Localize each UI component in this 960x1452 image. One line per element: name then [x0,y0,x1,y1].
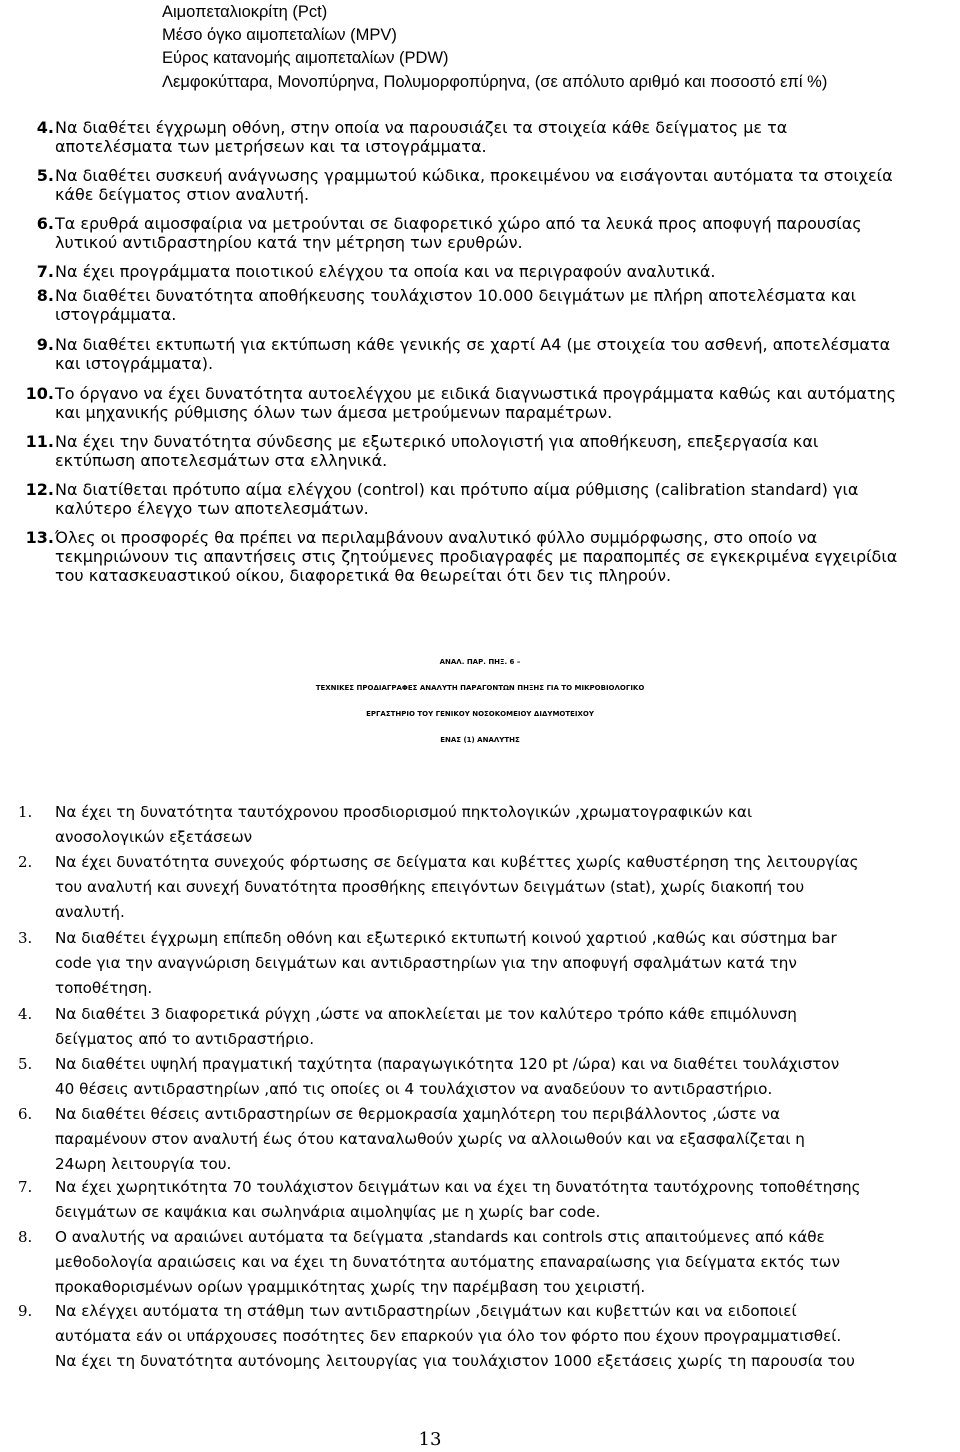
spec-item-line: του κατασκευαστικού οίκου, διαφορετικά θα θεωρείται ότι δεν τις πληρούν. [55,566,672,585]
spec-item-line: και μηχανικής ρύθμισης όλων των άμεσα μετρούμενων παραμέτρων. [55,403,613,422]
requirement-item-line: δειγμάτων σε καψάκια και σωληνάρια αιμοληψίας με η χωρίς bar code. [55,1203,601,1221]
requirement-item-line: Να διαθέτει έγχρωμη επίπεδη οθόνη και εξωτερικό εκτυπωτή κοινού χαρτιού ,καθώς και σύστημα bar [55,929,837,947]
section-heading-code: ΑΝΑΛ. ΠΑΡ. ΠΗΞ. 6 – [439,658,521,666]
requirement-item-line: του αναλυτή και συνεχή δυνατότητα προσθήκης επειγόντων δειγμάτων (stat), χωρίς διακοπή του [55,878,805,896]
spec-item-line: Να έχει την δυνατότητα σύνδεσης με εξωτερικό υπολογιστή για αποθήκευση, επεξεργασία και [55,432,819,451]
requirement-item-line: Να έχει δυνατότητα συνεχούς φόρτωσης σε δείγματα και κυβέττες χωρίς καθυστέρηση της λειτουργίας [55,853,859,871]
page-number: 13 [418,1429,442,1450]
spec-item-number: 6. [36,214,54,233]
requirement-item-line: μεθοδολογία αραιώσεις και να έχει τη δυνατότητα αυτόματης επαναραίωσης για δείγματα εκτός των [55,1253,841,1271]
section-heading-quantity: ΕΝΑΣ (1) ΑΝΑΛΥΤΗΣ [440,736,520,744]
requirement-item-line: δείγματος από το αντιδραστήριο. [55,1030,315,1048]
requirement-item-line: αναλυτή. [55,903,125,921]
roman-item-text: Λεμφοκύτταρα, Μονοπύρηνα, Πολυμορφοπύρηνα, (σε απόλυτο αριθμό και ποσοστό επί %) [162,73,828,91]
roman-item-text: Εύρος κατανομής αιμοπεταλίων (PDW) [162,49,449,67]
requirement-item-line: Να διαθέτει θέσεις αντιδραστηρίων σε θερμοκρασία χαμηλότερη του περιβάλλοντος ,ώστε να [55,1105,781,1123]
roman-item-text: Μέσο όγκο αιμοπεταλίων (MPV) [162,26,397,44]
spec-item-line: καλύτερο έλεγχο των αποτελεσμάτων. [55,499,369,518]
requirement-item-number: 9. [18,1302,33,1320]
spec-item-line: Τα ερυθρά αιμοσφαίρια να μετρούνται σε διαφορετικό χώρο από τα λευκά προς αποφυγή παρουσίας [55,214,862,233]
spec-item-number: 9. [36,335,54,354]
requirement-item-number: 8. [18,1228,33,1246]
requirement-item-line: Να διαθέτει υψηλή πραγματική ταχύτητα (παραγωγικότητα 120 pt /ώρα) και να διαθέτει τουλάχιστον [55,1055,840,1073]
requirement-item-line: code για την αναγνώριση δειγμάτων και αντιδραστηρίων για την αποφυγή σφαλμάτων κατά την [55,954,797,972]
spec-item-number: 7. [36,262,54,281]
requirement-item-number: 1. [18,803,33,821]
requirement-item-line: 40 θέσεις αντιδραστηρίων ,από τις οποίες οι 4 τουλάχιστον να αναδεύουν το αντιδραστήριο. [55,1080,773,1098]
requirement-item-number: 2. [18,853,33,871]
requirement-item-line: Να ελέγχει αυτόματα τη στάθμη των αντιδραστηρίων ,δειγμάτων και κυβεττών και να ειδοποιεί [55,1302,797,1320]
spec-item-line: Να διαθέτει έγχρωμη οθόνη, στην οποία να παρουσιάζει τα στοιχεία κάθε δείγματος με τα [55,118,788,137]
requirement-item-line: Να διαθέτει 3 διαφορετικά ρύγχη ,ώστε να αποκλείεται με τον καλύτερο τρόπο κάθε επιμόλυνση [55,1005,797,1023]
requirement-item-line: ανοσολογικών εξετάσεων [55,828,253,846]
requirement-item-line: 24ωρη λειτουργία του. [55,1155,232,1173]
section-heading-title: ΤΕΧΝΙΚΕΣ ΠΡΟΔΙΑΓΡΑΦΕΣ ΑΝΑΛΥΤΗ ΠΑΡΑΓΟΝΤΩΝ ΠΗΞΗΣ ΓΙΑ ΤΟ ΜΙΚΡΟΒΙΟΛΟΓΙΚΟ [315,684,645,692]
requirement-item-line: Να έχει χωρητικότητα 70 τουλάχιστον δειγμάτων και να έχει τη δυνατότητα ταυτόχρονης τοποθέτησης [55,1178,861,1196]
spec-item-number: 12. [25,480,54,499]
requirement-item-number: 4. [18,1005,33,1023]
spec-item-line: Να διαθέτει συσκευή ανάγνωσης γραμμωτού κώδικα, προκειμένου να εισάγονται αυτόματα τα στοιχεία [55,166,893,185]
requirement-item-number: 7. [18,1178,33,1196]
spec-item-line: Να έχει προγράμματα ποιοτικού ελέγχου τα οποία και να περιγραφούν αναλυτικά. [55,262,716,281]
requirement-item-line: τοποθέτηση. [55,979,153,997]
requirement-item-number: 6. [18,1105,33,1123]
requirement-item-line: αυτόματα εάν οι υπάρχουσες ποσότητες δεν επαρκούν για όλο τον φόρτο που έχουν προγραμματισθεί. [55,1327,842,1345]
spec-item-line: τεκμηριώνουν τις απαντήσεις στις ζητούμενες προδιαγραφές με παραπομπές σε εγκεκριμένα εγχειρίδια [55,547,898,566]
requirement-item-line: Ο αναλυτής να αραιώνει αυτόματα τα δείγματα ,standards και controls στις απαιτούμενες από κάθε [55,1228,825,1246]
requirement-item-number: 5. [18,1055,33,1073]
requirement-item-line: προκαθορισμένων ορίων γραμμικότητας χωρίς την παρέμβαση του χειριστή. [55,1278,646,1296]
section-heading-subtitle: ΕΡΓΑΣΤΗΡΙΟ ΤΟΥ ΓΕΝΙΚΟΥ ΝΟΣΟΚΟΜΕΙΟΥ ΔΙΔΥΜΟΤΕΙΧΟΥ [366,710,594,718]
spec-item-line: Να διατίθεται πρότυπο αίμα ελέγχου (control) και πρότυπο αίμα ρύθμισης (calibration standard) για [55,480,859,499]
spec-item-line: λυτικού αντιδραστηρίου κατά την μέτρηση των ερυθρών. [55,233,523,252]
spec-item-number: 10. [25,384,54,403]
spec-item-line: εκτύπωση αποτελεσμάτων στα ελληνικά. [55,451,388,470]
spec-item-number: 13. [25,528,54,547]
spec-item-line: Να διαθέτει εκτυπωτή για εκτύπωση κάθε γενικής σε χαρτί Α4 (με στοιχεία του ασθενή, αποτελέσματα [55,335,891,354]
spec-item-number: 11. [25,432,54,451]
spec-item-line: κάθε δείγματος στιον αναλυτή. [55,185,310,204]
spec-item-line: Όλες οι προσφορές θα πρέπει να περιλαμβάνουν αναλυτικό φύλλο συμμόρφωσης, στο οποίο να [55,528,818,547]
requirement-item-number: 3. [18,929,33,947]
spec-item-line: αποτελέσματα των μετρήσεων και τα ιστογράμματα. [55,137,487,156]
requirement-item-line: Να έχει τη δυνατότητα αυτόνομης λειτουργίας για τουλάχιστον 1000 εξετάσεις χωρίς τη παρουσία του [55,1352,855,1370]
spec-item-number: 8. [36,286,54,305]
spec-item-number: 5. [36,166,54,185]
spec-item-line: ιστογράμματα. [55,305,177,324]
spec-item-line: Να διαθέτει δυνατότητα αποθήκευσης τουλάχιστον 10.000 δειγμάτων με πλήρη αποτελέσματα και [55,286,857,305]
spec-item-line: Το όργανο να έχει δυνατότητα αυτοελέγχου με ειδικά διαγνωστικά προγράμματα καθώς και αυτόματης [55,384,897,403]
spec-item-line: και ιστογράμματα). [55,354,214,373]
requirement-item-line: Να έχει τη δυνατότητα ταυτόχρονου προσδιορισμού πηκτολογικών ,χρωματογραφικών και [55,803,753,821]
roman-item-text: Αιμοπεταλιοκρίτη (Pct) [162,3,328,21]
requirement-item-line: παραμένουν στον αναλυτή έως ότου καταναλωθούν χωρίς να αλλοιωθούν και να εξασφαλίζεται η [55,1130,805,1148]
spec-item-number: 4. [36,118,54,137]
